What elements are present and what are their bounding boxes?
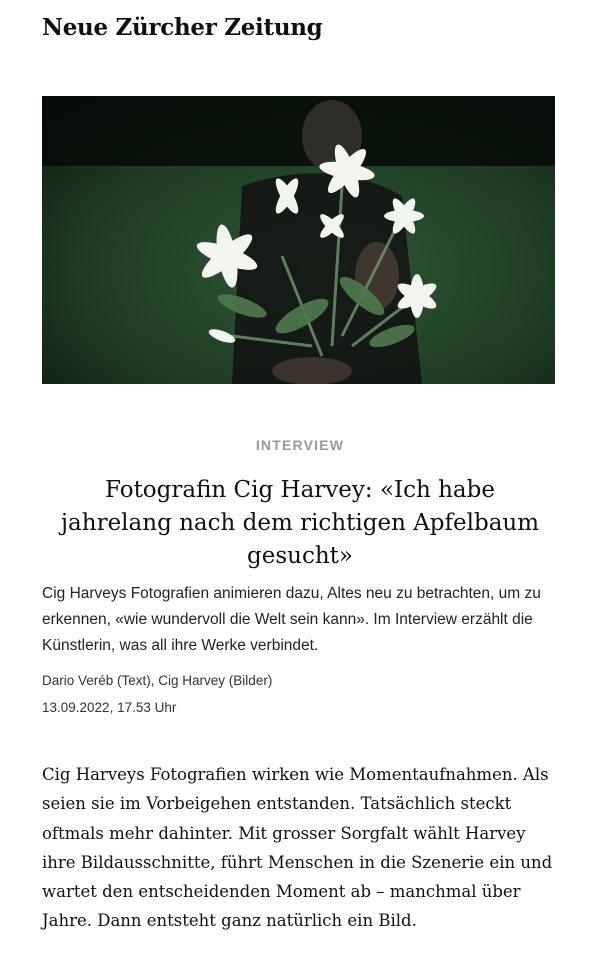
article-date: 13.09.2022, 17.53 Uhr: [42, 700, 177, 715]
site-logo[interactable]: Neue Zürcher Zeitung: [42, 14, 323, 41]
flowers-photo-icon: [42, 96, 555, 384]
hero-image: [42, 96, 555, 384]
article-headline: Fotografin Cig Harvey: «Ich habe jahrelang nach dem richtigen Apfelbaum gesucht»: [60, 477, 540, 569]
article-body: Cig Harveys Fotografien wirken wie Momentaufnahmen. Als seien sie im Vorbeigehen entstanden. Tatsächlich steckt oftmals mehr dahinter. Mit grosser Sorgfalt wählt Harvey ihre Bildausschnitte, führt Menschen in die Szenerie ein und wartet den entscheidenden Moment ab – manchmal über Jahre. Dann entsteht ganz natürlich ein Bild.: [42, 765, 553, 931]
article-byline[interactable]: Dario Veréb (Text), Cig Harvey (Bilder): [42, 673, 273, 688]
article-kicker: INTERVIEW: [255, 437, 345, 453]
article-lead: Cig Harveys Fotografien animieren dazu, Altes neu zu betrachten, um zu erkennen, «wie wundervoll die Welt sein kann». Im Interview erzählt die Künstlerin, was all ihre Werke verbindet.: [42, 585, 541, 654]
